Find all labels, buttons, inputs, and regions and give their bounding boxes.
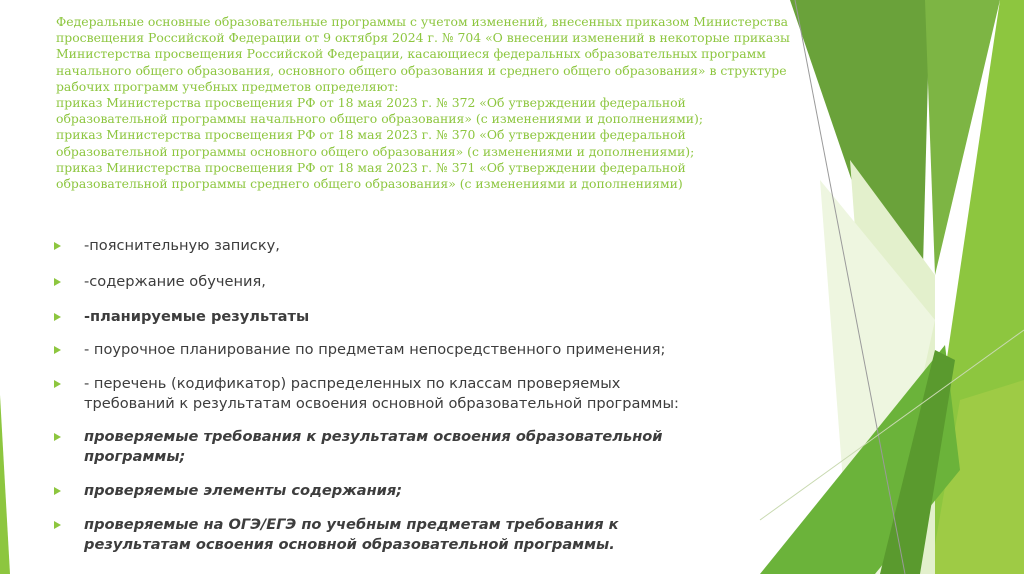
list-item	[54, 427, 774, 467]
list-item-text: требований к результатам освоения основной образовательной программы:	[84, 395, 679, 412]
list-item-text: проверяемые на ОГЭ/ЕГЭ по учебным предметам требования к	[84, 516, 619, 533]
list-item	[54, 374, 774, 414]
intro-line: рабочих программ учебных предметов определяют:	[56, 78, 399, 94]
list-item	[54, 340, 774, 360]
triangle-bullet-icon	[54, 313, 61, 321]
list-item	[54, 307, 774, 327]
triangle-bullet-icon	[54, 346, 61, 354]
list-item	[54, 481, 774, 501]
list-item	[54, 236, 774, 256]
left-edge-stripe	[0, 395, 10, 574]
intro-line: образовательной программы основного общего образования» (с изменениями и дополнениями);	[56, 143, 695, 159]
intro-line: приказ Министерства просвещения РФ от 18 мая 2023 г. № 371 «Об утверждении федеральной	[56, 159, 686, 175]
triangle-bullet-icon	[54, 521, 61, 529]
list-item-text: проверяемые требования к результатам освоения образовательной	[84, 428, 663, 445]
list-item-text: программы;	[84, 448, 186, 465]
list-item-text: - перечень (кодификатор) распределенных по классам проверяемых	[84, 375, 621, 392]
list-item	[54, 515, 774, 555]
intro-line: Министерства просвещения Российской Федерации, касающиеся федеральных образовательных программ	[56, 46, 766, 62]
intro-line: образовательной программы начального общего образования» (с изменениями и дополнениями);	[56, 111, 704, 127]
list-item-text: -планируемые результаты	[84, 308, 310, 325]
triangle-bullet-icon	[54, 278, 61, 286]
intro-line: начального общего образования, основного общего образования и среднего общего образования» в структуре	[56, 62, 787, 78]
intro-paragraph	[56, 14, 790, 192]
intro-line: Федеральные основные образовательные программы с учетом изменений, внесенных приказом Министерства	[56, 14, 788, 29]
list-item	[54, 272, 774, 292]
triangle-bullet-icon	[54, 380, 61, 388]
intro-line: просвещения Российской Федерации от 9 октября 2024 г. № 704 «О внесении изменений в некоторые приказы	[56, 30, 790, 46]
intro-line: приказ Министерства просвещения РФ от 18 мая 2023 г. № 372 «Об утверждении федеральной	[56, 95, 686, 111]
list-item-text: -содержание обучения,	[84, 273, 266, 290]
triangle-bullet-icon	[54, 433, 61, 441]
list-item-text: - поурочное планирование по предметам непосредственного применения;	[84, 341, 666, 358]
list-item-text: -пояснительную записку,	[84, 237, 280, 254]
list-item-text: проверяемые элементы содержания;	[84, 482, 403, 499]
intro-line: образовательной программы среднего общего образования» (с изменениями и дополнениями)	[56, 176, 683, 192]
triangle-bullet-icon	[54, 487, 61, 495]
list-item-text: результатам освоения основной образовательной программы.	[84, 536, 615, 553]
triangle-bullet-icon	[54, 242, 61, 250]
intro-line: приказ Министерства просвещения РФ от 18 мая 2023 г. № 370 «Об утверждении федеральной	[56, 127, 686, 143]
